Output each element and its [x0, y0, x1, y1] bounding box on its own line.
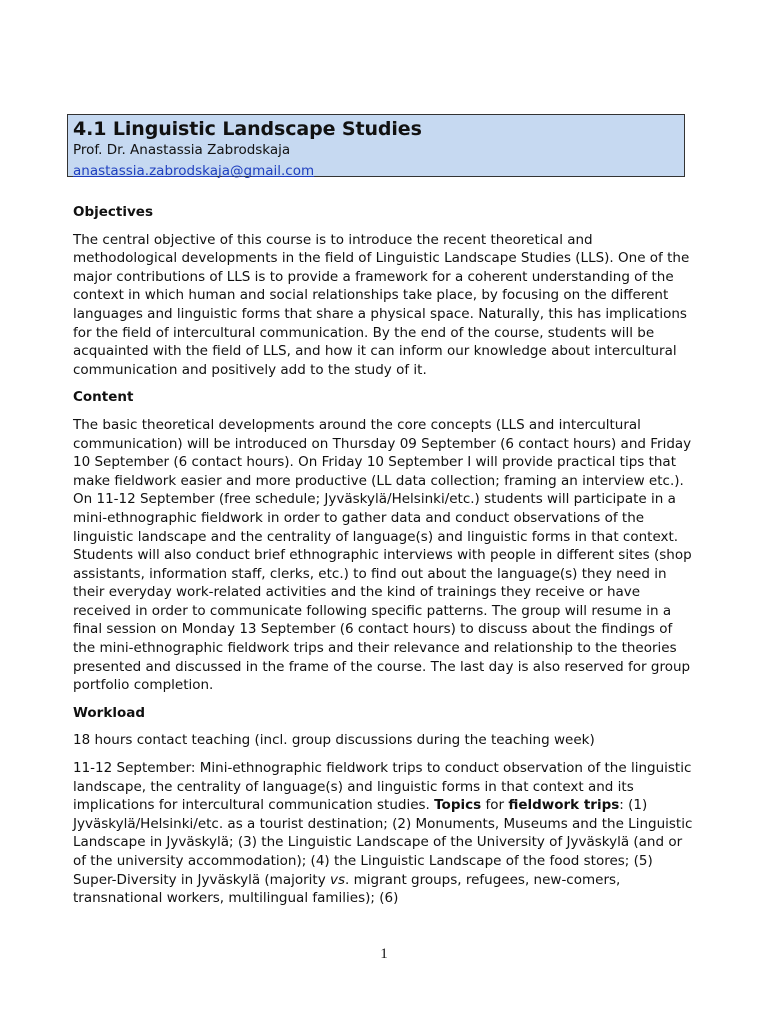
course-title: 4.1 Linguistic Landscape Studies	[73, 118, 422, 140]
workload-fieldwork-paragraph	[73, 759, 693, 908]
content-paragraph: The basic theoretical developments around the core concepts (LLS and intercultural communication) will be introduced on Thursday 09 September (6 contact hours) and Friday 10 September (6 contact hours). On Friday 10 September I will provide practical tips that make fieldwork easier and more productive (LL data collection; framing an interview etc.). On 11-12 September (free schedule; Jyväskylä/Helsinki/etc.) students will participate in a mini-ethnographic fieldwork in order to gather data and conduct observations of the linguistic landscape and the centrality of language(s) and linguistic forms in that context. Students will also conduct brief ethnographic interviews with people in different sites (shop assistants, information staff, clerks, etc.) to find out about the language(s) they need in their everyday work-related activities and the kind of trainings they receive or have received in order to communicate following specific patterns. The group will resume in a final session on Monday 13 September (6 contact hours) to discuss about the findings of the mini-ethnographic fieldwork trips and their relevance and relationship to the theories presented and discussed in the frame of the course. The last day is also reserved for group portfolio completion.	[73, 416, 692, 694]
course-author: Prof. Dr. Anastassia Zabrodskaja	[73, 142, 291, 158]
topics-list-part1: : (1) Jyväskylä/Helsinki/etc. as a tourist destination; (2) Monuments, Museums and the Linguistic Landscape in Jyväskylä; (3) the Linguistic Landscape of the University of Jyväskylä (and or of the university accommodation); (4) the Linguistic Landscape of the food stores; (5) Super-Diversity in Jyväskylä (majority	[73, 797, 693, 888]
for-word: for	[481, 797, 509, 814]
workload-heading: Workload	[73, 704, 145, 721]
fieldwork-intro-text: 11-12 September: Mini-ethnographic fieldwork trips to conduct observation of the linguistic landscape, the centrality of language(s) and linguistic forms in that context and its implications for intercultural communication studies.	[73, 760, 692, 814]
workload-contact-paragraph: 18 hours contact teaching (incl. group discussions during the teaching week)	[73, 732, 595, 749]
objectives-paragraph: The central objective of this course is to introduce the recent theoretical and methodological developments in the field of Linguistic Landscape Studies (LLS). One of the major contributions of LLS is to provide a framework for a coherent understanding of the context in which human and social relationships take place, by focusing on the different languages and linguistic forms that share a physical space. Naturally, this has implications for the field of intercultural communication. By the end of the course, students will be acquainted with the field of LLS, and how it can inform our knowledge about intercultural communication and positively add to the study of it.	[73, 231, 690, 378]
fieldwork-trips-label: fieldwork trips	[508, 797, 620, 814]
course-body	[73, 203, 693, 917]
course-header-box	[67, 114, 685, 177]
author-email-link[interactable]: anastassia.zabrodskaja@gmail.com	[73, 163, 315, 179]
topics-list-part2: . migrant groups, refugees, new-comers, transnational workers, multilingual families); (6)	[73, 871, 621, 907]
vs-word: vs	[330, 871, 346, 888]
topics-label: Topics	[434, 797, 482, 814]
page-number: 1	[380, 946, 388, 962]
content-heading: Content	[73, 389, 134, 406]
objectives-heading: Objectives	[73, 204, 153, 220]
